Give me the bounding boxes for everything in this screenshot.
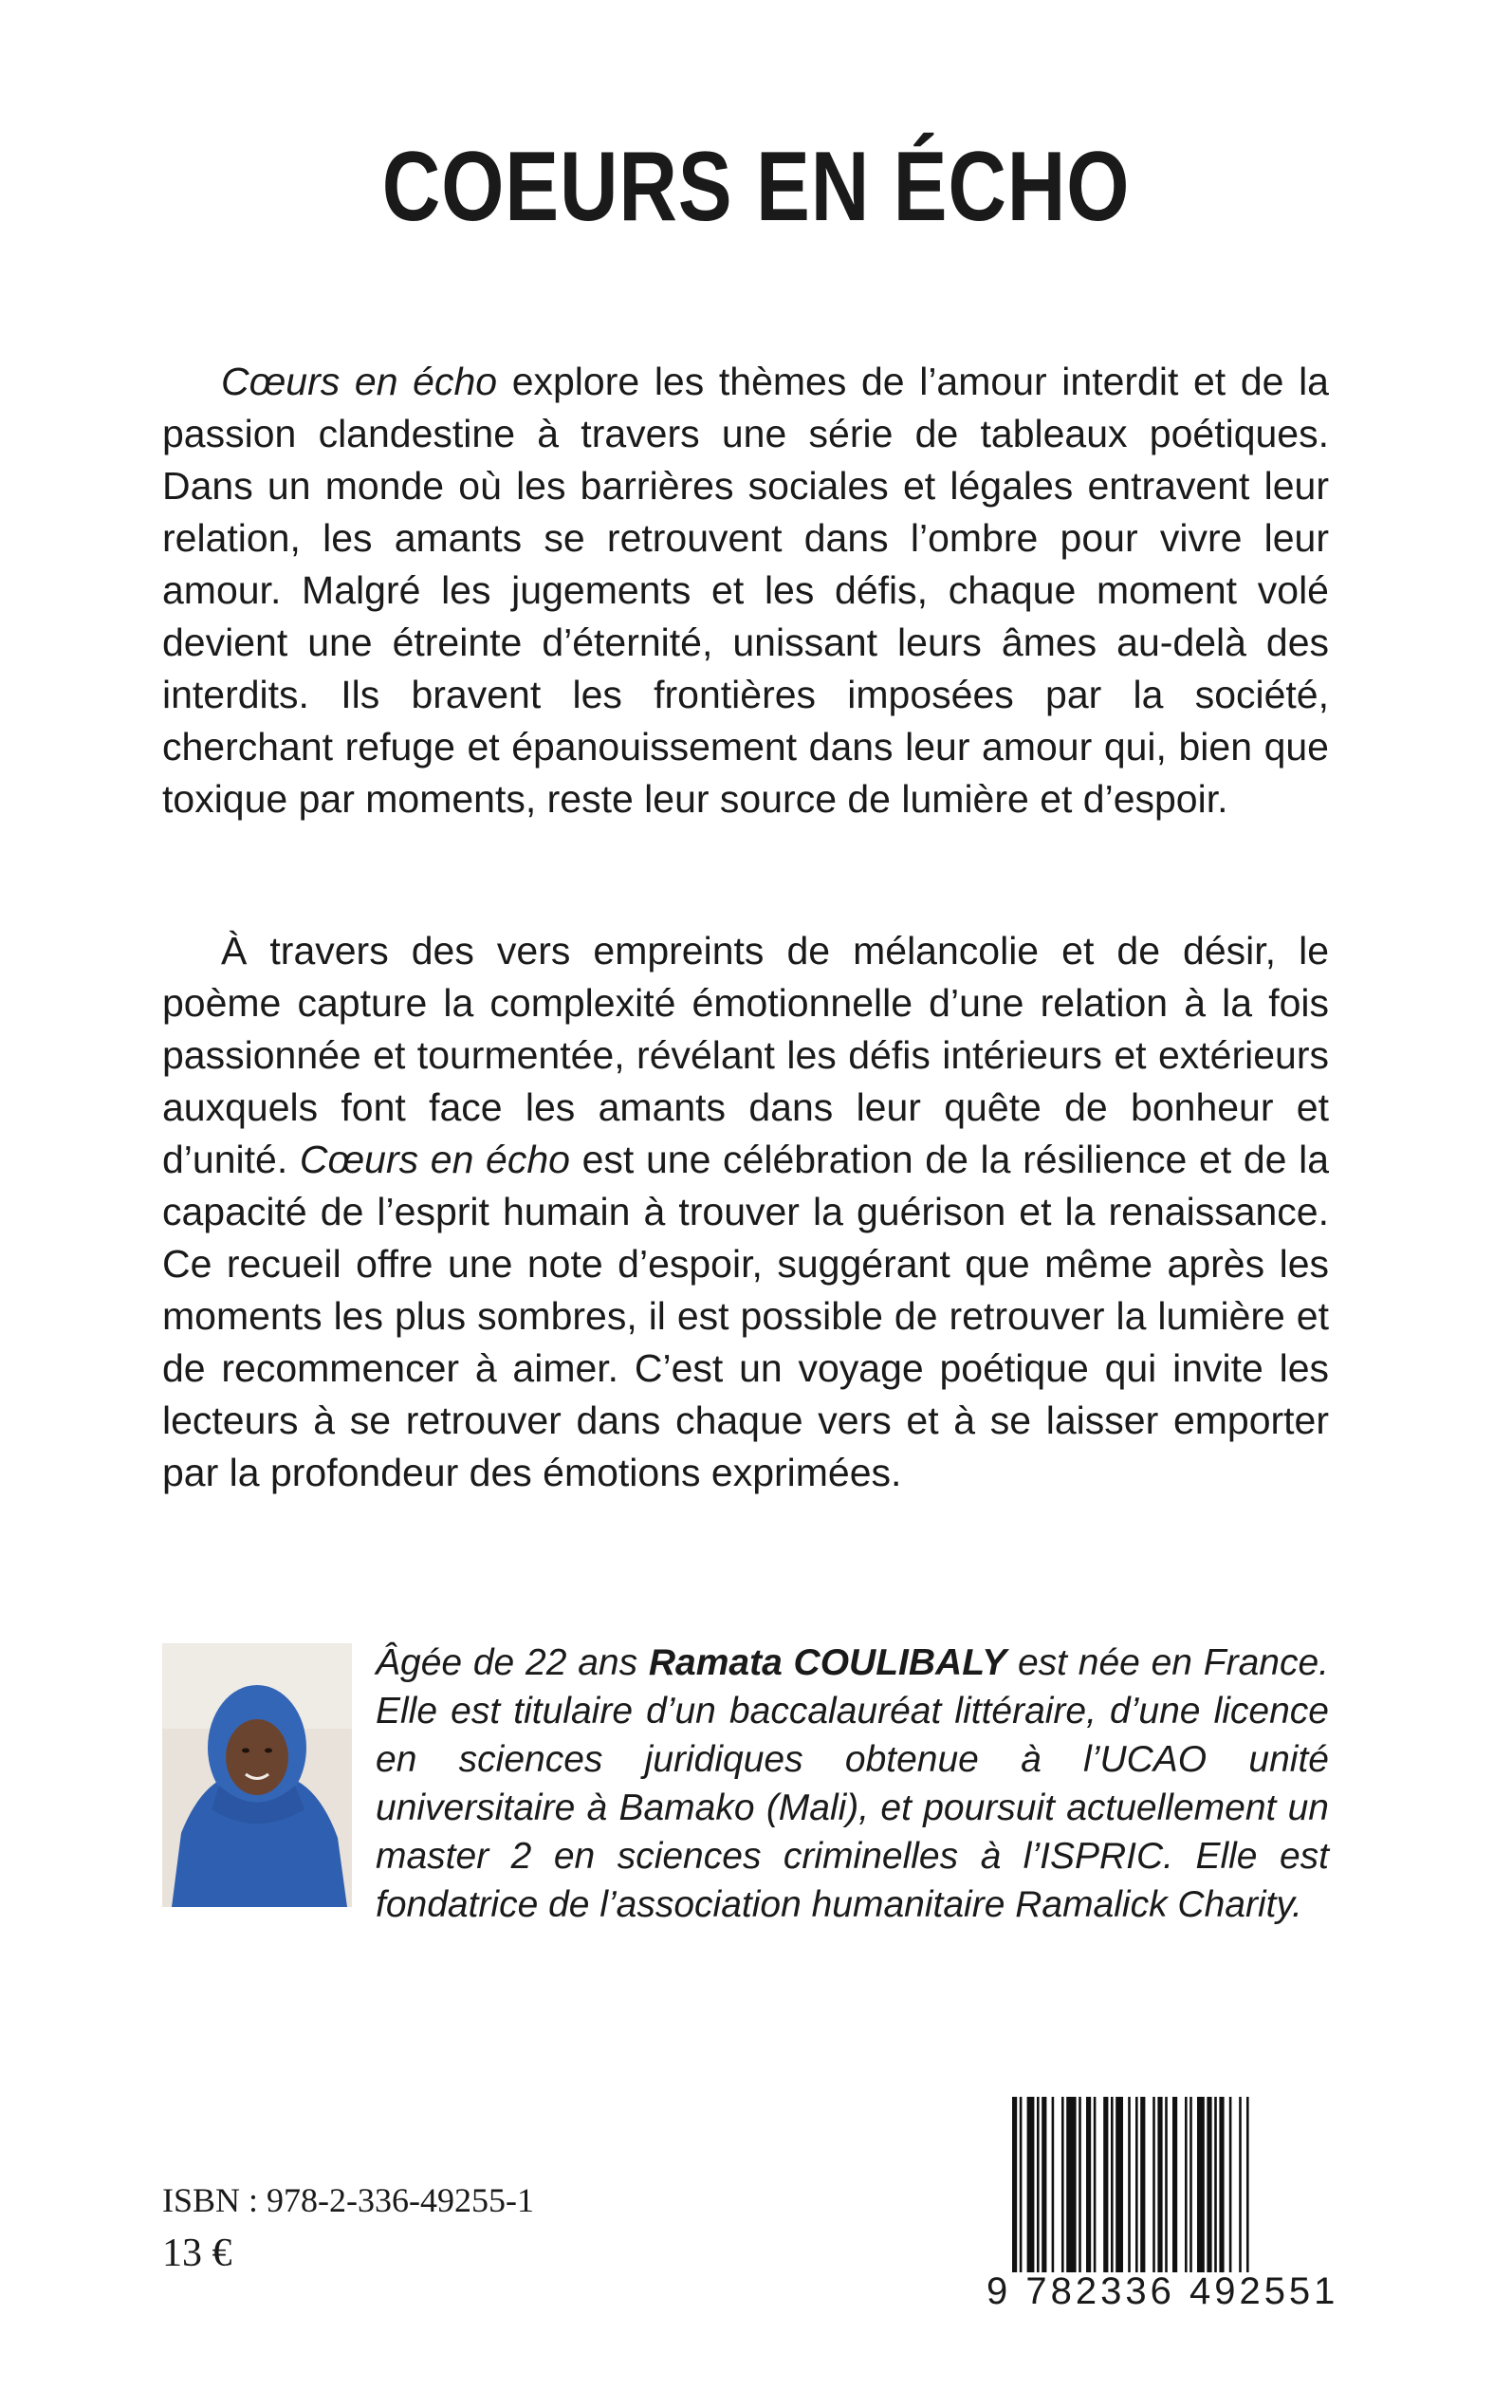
barcode-bar (1116, 2097, 1123, 2272)
barcode-bar (1103, 2097, 1108, 2272)
book-title-italic: Cœurs en écho (299, 1138, 570, 1181)
author-photo (162, 1643, 352, 1907)
barcode-bar (1042, 2097, 1046, 2272)
barcode-bar (1079, 2097, 1081, 2272)
barcode-bar (1012, 2097, 1017, 2272)
book-title-italic: Cœurs en écho (221, 360, 498, 403)
barcode-bar (1140, 2097, 1145, 2272)
price: 13 € (162, 2232, 232, 2275)
barcode-bar (1165, 2097, 1168, 2272)
barcode-bar (1152, 2097, 1155, 2272)
barcode-bar (1037, 2097, 1040, 2272)
barcode-bar (1229, 2097, 1232, 2272)
barcode-bar (1189, 2097, 1192, 2272)
barcode-digits: 9 782336 492551 (986, 2270, 1339, 2312)
author-bio-start: Âgée de 22 ans (376, 1642, 649, 1683)
barcode-bar (1239, 2097, 1242, 2272)
book-title: COEURS EN ÉCHO (381, 132, 1131, 242)
barcode-bar (1111, 2097, 1114, 2272)
author-bio-rest: est née en France. Elle est titulaire d’un baccalauréat littéraire, d’une licence en sciences juridiques obtenue à l’UCAO unité universitaire à Bamako (Mali), et poursuit actuellement un master 2 en sciences criminelles à l’ISPRIC. Elle est fondatrice de l’association humanitaire Ramalick Charity. (376, 1642, 1329, 1925)
barcode-icon (1010, 2097, 1329, 2272)
barcode-bar (1219, 2097, 1224, 2272)
barcode-bar (1157, 2097, 1162, 2272)
summary-text-2a: À travers des vers empreints de mélancolie et de désir, le poème capture la complexité émotionnelle d’une relation à la fois passionnée et tourmentée, révélant les défis intérieurs et extérieurs auxquels font face les amants dans leur quête de bonheur et d’unité. (162, 929, 1329, 1181)
author-bio (376, 1639, 1329, 1929)
barcode-bar (1214, 2097, 1217, 2272)
barcode-bar (1172, 2097, 1177, 2272)
barcode-bar (1128, 2097, 1131, 2272)
barcode-bar (1246, 2097, 1249, 2272)
barcode-bar (1086, 2097, 1091, 2272)
barcode-bar (1094, 2097, 1097, 2272)
barcode-bar (1066, 2097, 1076, 2272)
barcode-bar (1207, 2097, 1211, 2272)
barcode-bar (1061, 2097, 1064, 2272)
summary-text-2b: est une célébration de la résilience et de la capacité de l’esprit humain à trouver la guérison et la renaissance. Ce recueil offre une note d’espoir, suggérant que même après les moments les plus sombres, il est possible de retrouver la lumière et de recommencer à aimer. C’est un voyage poétique qui invite les lecteurs à se retrouver dans chaque vers et à se laisser emporter par la profondeur des émotions exprimées. (162, 1138, 1329, 1494)
author-name: Ramata COULIBALY (648, 1642, 1007, 1683)
summary-paragraph-2 (162, 925, 1329, 1499)
barcode-bar (1027, 2097, 1035, 2272)
barcode-bar (1135, 2097, 1138, 2272)
barcode-bar (1020, 2097, 1023, 2272)
isbn: ISBN : 978-2-336-49255-1 (162, 2181, 534, 2219)
barcode-bar (1197, 2097, 1205, 2272)
barcode-bar (1185, 2097, 1188, 2272)
summary-paragraph-1 (162, 356, 1329, 825)
summary-text-1: explore les thèmes de l’amour interdit et de la passion clandestine à travers une série de tableaux poétiques. Dans un monde où les barrières sociales et légales entravent leur relation, les amants se retrouvent dans l’ombre pour vivre leur amour. Malgré les jugements et les défis, chaque moment volé devient une étreinte d’éternité, unissant leurs âmes au-delà des interdits. Ils bravent les frontières imposées par la société, cherchant refuge et épanouissement dans leur amour qui, bien que toxique par moments, reste leur source de lumière et d’espoir. (162, 360, 1329, 821)
barcode-bar (1052, 2097, 1055, 2272)
